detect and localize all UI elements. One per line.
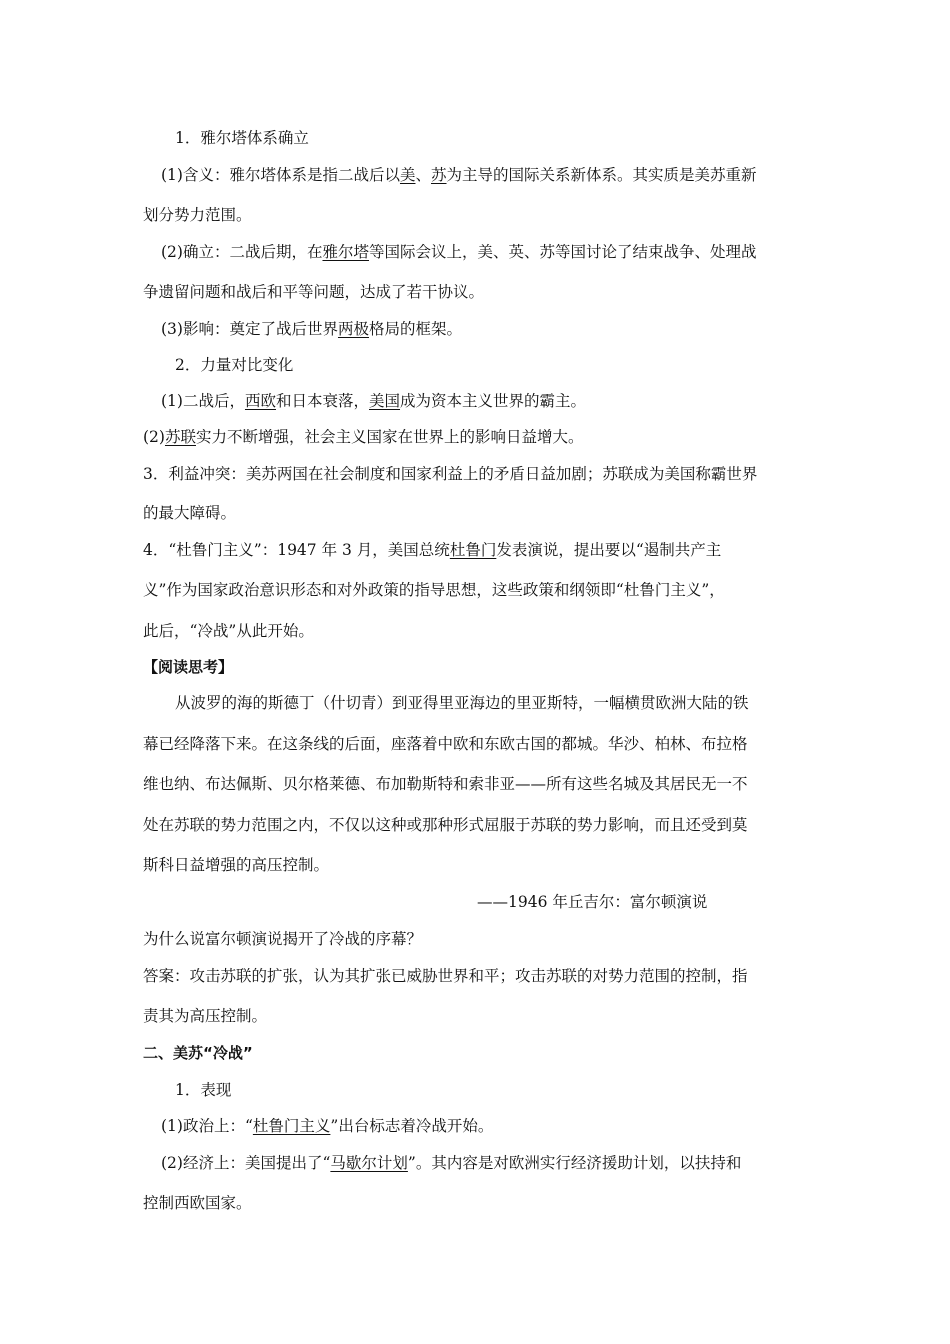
text: (3)影响：奠定了战后世界: [161, 320, 338, 338]
paragraph-truman-cont: [143, 621, 813, 641]
text: ”。其内容是对欧洲实行经济援助计划，以扶持和: [407, 1154, 742, 1172]
quote-line: [143, 855, 813, 875]
quote-line: [143, 774, 813, 794]
underlined-term: 苏: [431, 166, 447, 184]
paragraph-conflict-cont: [143, 503, 813, 523]
heading-yalta-system: [175, 128, 845, 148]
text: 和日本衰落，: [275, 392, 369, 410]
text: (1)含义：雅尔塔体系是指二战后以: [161, 166, 400, 184]
text: 处在苏联的势力范围之内，不仅以这种或那种形式屈服于苏联的势力影响，而且还受到莫: [143, 816, 748, 834]
paragraph-economic-cont: [143, 1193, 813, 1213]
underlined-term: 两极: [337, 320, 369, 338]
paragraph-ussr: [143, 427, 813, 447]
text: 争遗留问题和战后和平等问题，达成了若干协议。: [143, 283, 485, 301]
text: 发表演说，提出要以“遏制共产主: [496, 541, 722, 559]
text: 责其为高压控制。: [143, 1007, 268, 1025]
text: 等国际会议上，美、英、苏等国讨论了结束战争、处理战: [368, 243, 757, 261]
text: (2): [143, 428, 165, 446]
text: 维也纳、布达佩斯、贝尔格莱德、布加勒斯特和索非亚——所有这些名城及其居民无一不: [143, 775, 748, 793]
text: 2．力量对比变化: [175, 356, 294, 374]
paragraph-influence: [161, 319, 831, 339]
text: 实力不断增强，社会主义国家在世界上的影响日益增大。: [195, 428, 584, 446]
text: 成为资本主义世界的霸主。: [400, 392, 587, 410]
quote-source: [477, 892, 950, 912]
paragraph-truman: [143, 540, 813, 560]
paragraph-conflict: [143, 464, 813, 484]
paragraph-establishment: [161, 242, 831, 262]
text: (1)二战后，: [161, 392, 245, 410]
heading-manifestation: [175, 1080, 845, 1100]
quote-line: [143, 815, 813, 835]
text: 幕已经降落下来。在这条线的后面，座落着中欧和东欧古国的都城。华沙、柏林、布拉格: [143, 735, 748, 753]
text: 1．雅尔塔体系确立: [175, 129, 309, 147]
paragraph-definition-cont: [143, 205, 813, 225]
text: (2)经济上：美国提出了“: [161, 1154, 331, 1172]
reading-heading: [143, 657, 813, 677]
text: 控制西欧国家。: [143, 1194, 252, 1212]
text: 为什么说富尔顿演说揭开了冷战的序幕？: [143, 930, 423, 948]
underlined-term: 雅尔塔: [322, 243, 369, 261]
heading-power-balance: [175, 355, 845, 375]
underlined-term: 西欧: [244, 392, 276, 410]
text: 格局的框架。: [368, 320, 462, 338]
text: 4．“杜鲁门主义”：1947 年 3 月，美国总统: [143, 541, 450, 559]
underlined-term: 马歇尔计划: [330, 1154, 408, 1172]
paragraph-establishment-cont: [143, 282, 813, 302]
text: 二、美苏“冷战”: [143, 1044, 253, 1062]
underlined-term: 美国: [369, 392, 401, 410]
text: ——1946 年丘吉尔：富尔顿演说: [477, 893, 708, 911]
text: 划分势力范围。: [143, 206, 252, 224]
underlined-term: 杜鲁门: [449, 541, 497, 559]
paragraph-definition: [161, 165, 831, 185]
answer-cont: [143, 1006, 813, 1026]
text: 1．表现: [175, 1081, 232, 1099]
text: 【阅读思考】: [143, 658, 234, 676]
underlined-term: 美: [399, 166, 416, 184]
underlined-term: 苏联: [164, 428, 196, 446]
text: ”出台标志着冷战开始。: [330, 1117, 494, 1135]
text: 从波罗的海的斯德丁（什切青）到亚得里亚海边的里亚斯特，一幅横贯欧洲大陆的铁: [175, 694, 749, 712]
paragraph-truman-cont: [143, 580, 813, 600]
text: 答案：攻击苏联的扩张，认为其扩张已威胁世界和平；攻击苏联的对势力范围的控制，指: [143, 967, 748, 985]
paragraph-economic: [161, 1153, 831, 1173]
text: 义”作为国家政治意识形态和对外政策的指导思想，这些政策和纲领即“杜鲁门主义”，: [143, 581, 725, 599]
question: [143, 929, 813, 949]
text: 为主导的国际关系新体系。其实质是美苏重新: [446, 166, 757, 184]
quote-line: [175, 693, 845, 713]
text: 的最大障碍。: [143, 504, 237, 522]
text: 3．利益冲突：美苏两国在社会制度和国家利益上的矛盾日益加剧；苏联成为美国称霸世界: [143, 465, 758, 483]
paragraph-postwar: [161, 391, 831, 411]
text: 斯科日益增强的高压控制。: [143, 856, 330, 874]
text: (2)确立：二战后期，在: [161, 243, 323, 261]
text: 、: [415, 166, 431, 184]
text: (1)政治上：“: [161, 1117, 253, 1135]
answer: [143, 966, 813, 986]
text: 此后，“冷战”从此开始。: [143, 622, 314, 640]
quote-line: [143, 734, 813, 754]
underlined-term: 杜鲁门主义: [252, 1117, 331, 1135]
section-heading-cold-war: [143, 1043, 813, 1063]
paragraph-political: [161, 1116, 831, 1136]
